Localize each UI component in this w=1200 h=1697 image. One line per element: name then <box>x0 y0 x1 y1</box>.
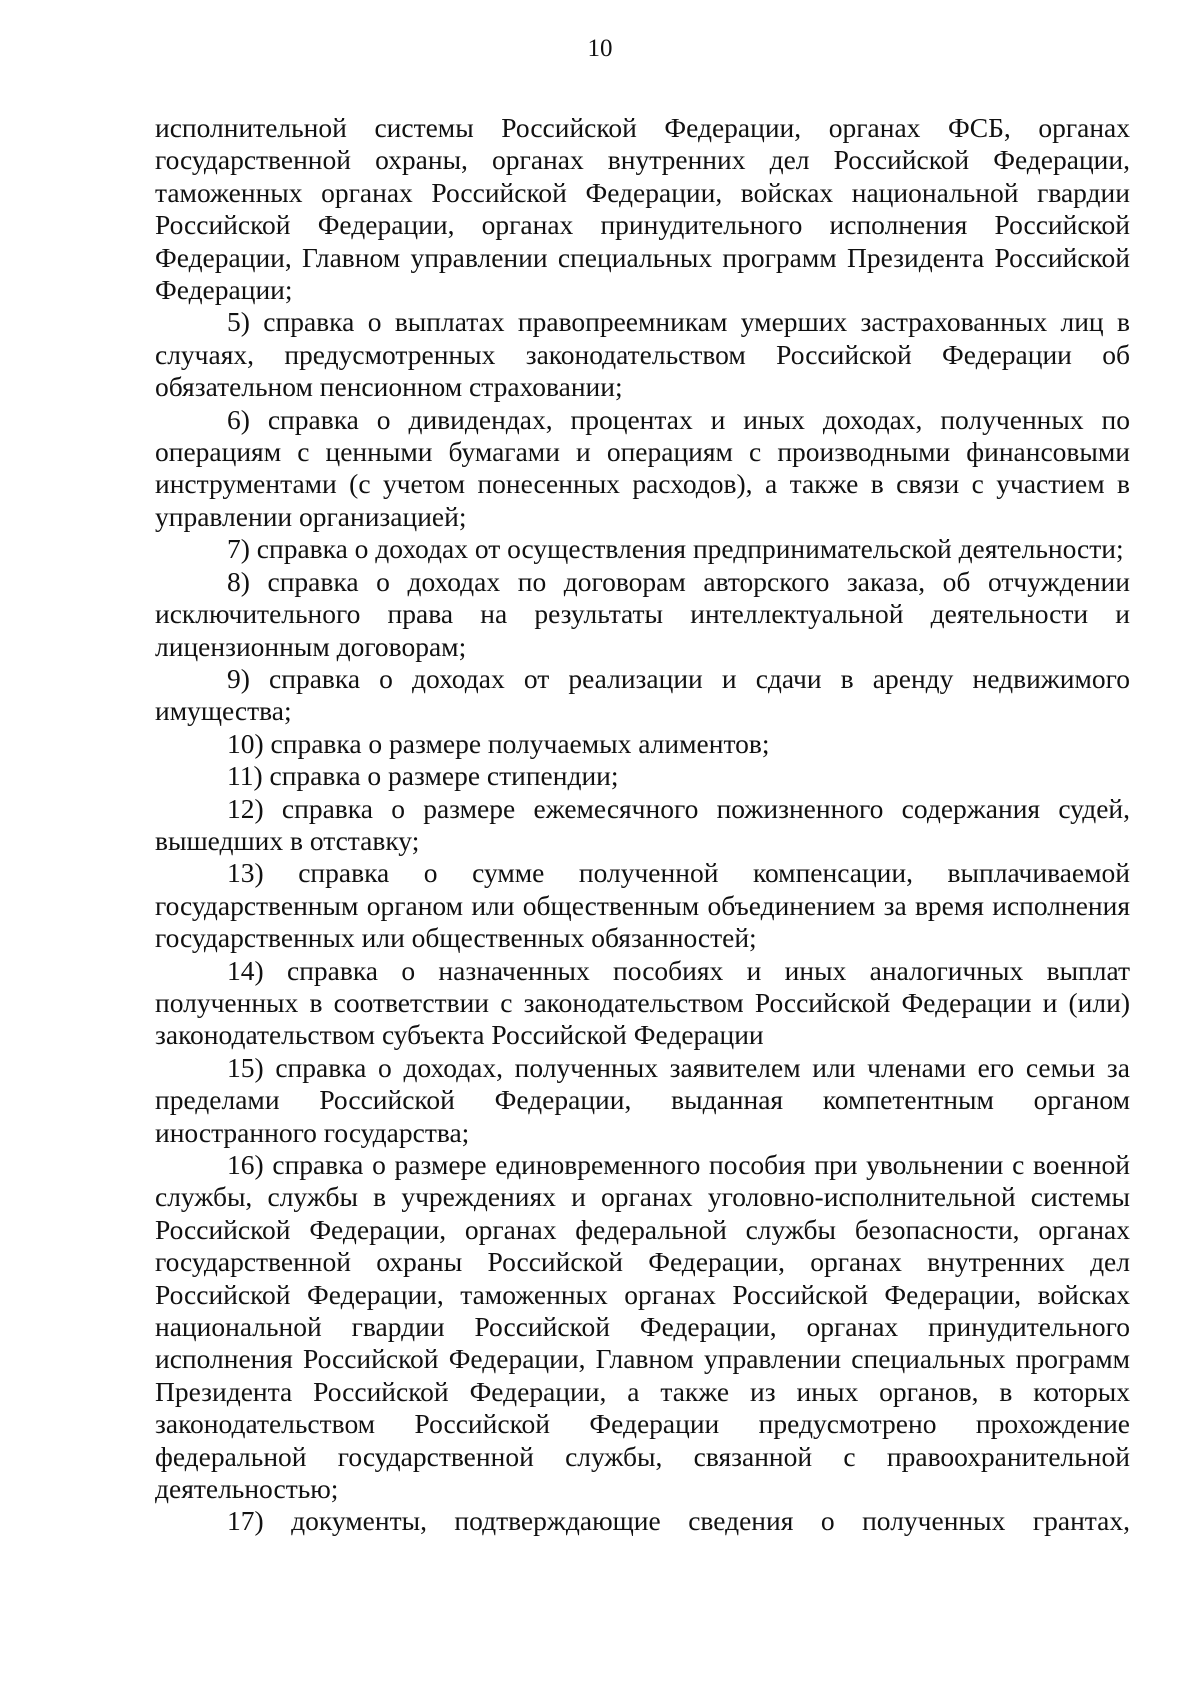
paragraph-continuation: исполнительной системы Российской Федерации, органах ФСБ, органах государственной охраны, органах внутренних дел Российской Федерации, таможенных органах Российской Федерации, войсках национальной гвардии Российской Федерации, органах принудительного исполнения Российской Федерации, Главном управлении специальных программ Президента Российской Федерации; <box>155 112 1130 306</box>
list-item-8: 8) справка о доходах по договорам авторского заказа, об отчуждении исключительного права на результаты интеллектуальной деятельности и лицензионным договорам; <box>155 565 1130 662</box>
list-item-7: 7) справка о доходах от осуществления предпринимательской деятельности; <box>227 533 1124 565</box>
list-item-11: 11) справка о размере стипендии; <box>227 760 619 792</box>
list-item-15: 15) справка о доходах, полученных заявителем или членами его семьи за пределами Российской Федерации, выданная компетентным органом иностранного государства; <box>155 1051 1130 1148</box>
list-item-16: 16) справка о размере единовременного пособия при увольнении с военной службы, службы в учреждениях и органах уголовно-исполнительной системы Российской Федерации, органах федеральной службы безопасности, органах государственной охраны Российской Федерации, органах внутренних дел Российской Федерации, таможенных органах Российской Федерации, войсках национальной гвардии Российской Федерации, органах принудительного исполнения Российской Федерации, Главном управлении специальных программ Президента Российской Федерации, а также из иных органов, в которых законодательством Российской Федерации предусмотрено прохождение федеральной государственной службы, связанной с правоохранительной деятельностью; <box>155 1149 1130 1505</box>
list-item-6: 6) справка о дивидендах, процентах и иных доходах, полученных по операциям с ценными бумагами и операциям с производными финансовыми инструментами (с учетом понесенных расходов), а также в связи с участием в управлении организацией; <box>155 403 1130 532</box>
list-item-9: 9) справка о доходах от реализации и сдачи в аренду недвижимого имущества; <box>155 662 1130 727</box>
list-item-13: 13) справка о сумме полученной компенсации, выплачиваемой государственным органом или общественным объединением за время исполнения государственных или общественных обязанностей; <box>155 857 1130 954</box>
document-body <box>155 112 1130 1538</box>
list-item-12: 12) справка о размере ежемесячного пожизненного содержания судей, вышедших в отставку; <box>155 792 1130 856</box>
page-number: 10 <box>587 35 613 62</box>
list-item-14: 14) справка о назначенных пособиях и иных аналогичных выплат полученных в соответствии с законодательством Российской Федерации и (или) законодательством субъекта Российской Федерации <box>155 954 1130 1051</box>
list-item-17: 17) документы, подтверждающие сведения о полученных грантах, <box>227 1505 1130 1537</box>
list-item-5: 5) справка о выплатах правопреемникам умерших застрахованных лиц в случаях, предусмотренных законодательством Российской Федерации об обязательном пенсионном страховании; <box>155 306 1130 403</box>
list-item-10: 10) справка о размере получаемых алиментов; <box>227 727 770 759</box>
